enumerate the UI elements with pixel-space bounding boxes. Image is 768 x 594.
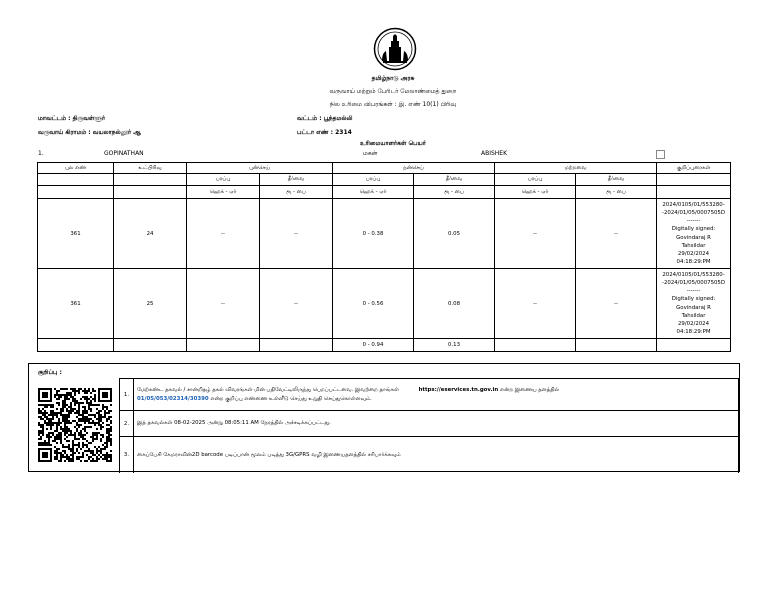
unit-tax: ரூ - பை — [260, 186, 333, 199]
remark-line: Govindaraj R — [676, 304, 711, 311]
remark-line: 2024/0105/01/553280- — [662, 271, 725, 278]
remark-line: -2024/01/05/0007505D — [662, 279, 726, 286]
unit-tax: ரூ - பை — [414, 186, 495, 199]
table-row — [38, 269, 731, 339]
district-label: மாவட்டம் : திருவள்ளூர் — [38, 115, 106, 122]
remark-line: Tahsildar — [681, 312, 706, 319]
note-text: கைப்பேசி கேமராவின்2D barcode படிப்பான் மூலம் படித்து 3G/GPRS வழி இணையதளத்தில் சரிபார்க்கவும் — [137, 451, 401, 458]
unit-tax: ரூ - பை — [576, 186, 657, 199]
eservices-link[interactable]: https://eservices.tn.gov.in — [418, 386, 499, 393]
taluk-label: வட்டம் : பூந்தமல்லி — [297, 115, 353, 122]
unit-area: ஹெக் - ஏர் — [333, 186, 414, 199]
document-title: நில உரிமை விபரங்கள் : இ. எண் 10(1) பிரிவு — [329, 101, 457, 108]
notes-box — [28, 363, 740, 472]
remark-cell — [657, 199, 731, 269]
header-others: மற்றவை — [495, 163, 657, 174]
note-number: 2. — [120, 411, 134, 436]
header-tax: தீர்வை — [414, 174, 495, 186]
govt-heading: தமிழ்நாடு அரசு — [371, 75, 415, 82]
note-line — [137, 395, 734, 404]
remark-line: 29/02/2024 — [677, 250, 710, 257]
note-number: 3. — [120, 437, 134, 473]
header-area: பரப்பு — [495, 174, 576, 186]
header-tax: தீர்வை — [260, 174, 333, 186]
punsei-area: -- — [187, 199, 260, 269]
table-row — [38, 199, 731, 269]
land-details-table — [37, 162, 731, 352]
other-area: -- — [495, 199, 576, 269]
header-nansei: நன்செய் — [333, 163, 495, 174]
unit-area: ஹெக் - ஏர் — [495, 186, 576, 199]
total-nansei-tax: 0.13 — [414, 339, 495, 352]
remark-line: Tahsildar — [681, 242, 706, 249]
other-tax: -- — [576, 199, 657, 269]
owner-relative: ABISHEK — [481, 150, 508, 157]
remark-line: 04:18:29:PM — [676, 259, 711, 266]
nansei-area: 0 - 0.56 — [333, 269, 414, 339]
other-tax: -- — [576, 269, 657, 339]
note-item — [119, 378, 739, 411]
total-row — [38, 339, 731, 352]
header-punsei: புன்செய் — [187, 163, 333, 174]
unit-area: ஹெக் - ஏர் — [187, 186, 260, 199]
header-survey-number: புல எண் — [38, 163, 114, 174]
department-heading: வருவாய் மற்றும் பேரிடர் மேலாண்மைத் துறை — [329, 88, 457, 95]
remark-line: 2024/0105/01/553280- — [662, 201, 725, 208]
note-line — [137, 386, 734, 395]
note-item — [119, 436, 739, 473]
survey-number: 361 — [38, 269, 114, 339]
remark-cell — [657, 269, 731, 339]
broken-image-icon — [656, 150, 665, 159]
subdivision: 25 — [114, 269, 187, 339]
note-text: என்ற குறிப்பு எண்ணை உள்ளீடு செய்து உறுதி செய்துகொள்ளவும். — [210, 395, 372, 402]
qr-code — [38, 388, 112, 462]
header-tax: தீர்வை — [576, 174, 657, 186]
total-nansei-area: 0 - 0.94 — [333, 339, 414, 352]
reference-number: 01/05/053/02314/30390 — [137, 395, 209, 402]
header-area: பரப்பு — [187, 174, 260, 186]
owner-name: GOPINATHAN — [104, 150, 144, 157]
remark-line: Digitally signed: — [671, 296, 716, 303]
remark-line: ------- — [686, 288, 701, 295]
remark-line: 29/02/2024 — [677, 320, 710, 327]
nansei-tax: 0.08 — [414, 269, 495, 339]
nansei-area: 0 - 0.38 — [333, 199, 414, 269]
patta-label: பட்டா எண் : 2314 — [297, 129, 352, 136]
tamil-nadu-emblem — [373, 27, 417, 71]
remark-line: 04:18:29:PM — [676, 329, 711, 336]
note-text: என்ற இணைய தளத்தில் — [499, 386, 560, 393]
punsei-tax: -- — [260, 199, 333, 269]
other-area: -- — [495, 269, 576, 339]
punsei-tax: -- — [260, 269, 333, 339]
punsei-area: -- — [187, 269, 260, 339]
subdivision: 24 — [114, 199, 187, 269]
note-number: 1. — [120, 379, 134, 410]
note-text: மேற்கண்ட தகவல் / சான்றிதழ் தகல் விவரங்கள் மின் பதிவேட்டிலிருந்து பெறப்பட்டவை. இவற்றை தாங்கள் — [137, 386, 399, 393]
owner-relation: மகன் — [363, 150, 378, 157]
remark-line: Govindaraj R — [676, 234, 711, 241]
remark-line: ------- — [686, 218, 701, 225]
header-remarks: குறிப்புரைகள் — [657, 163, 731, 174]
notes-heading: குறிப்பு : — [38, 369, 62, 376]
header-area: பரப்பு — [333, 174, 414, 186]
remark-line: -2024/01/05/0007505D — [662, 209, 726, 216]
owners-heading: உரிமையாளர்கள் பெயர் — [360, 140, 426, 147]
note-item — [119, 410, 739, 437]
remark-line: Digitally signed: — [671, 226, 716, 233]
header-subdivision: உட்பிரிவு — [114, 163, 187, 174]
nansei-tax: 0.05 — [414, 199, 495, 269]
owner-number: 1. — [38, 150, 44, 157]
village-label: வருவாய் கிராமம் : வயலாநல்லூர் ஆ — [38, 129, 141, 136]
note-text: இத் தகவல்கள் 08-02-2025 அன்று 08:05:11 AM நேரத்தில் அச்சடிக்கப்பட்டது. — [137, 420, 331, 426]
survey-number: 361 — [38, 199, 114, 269]
